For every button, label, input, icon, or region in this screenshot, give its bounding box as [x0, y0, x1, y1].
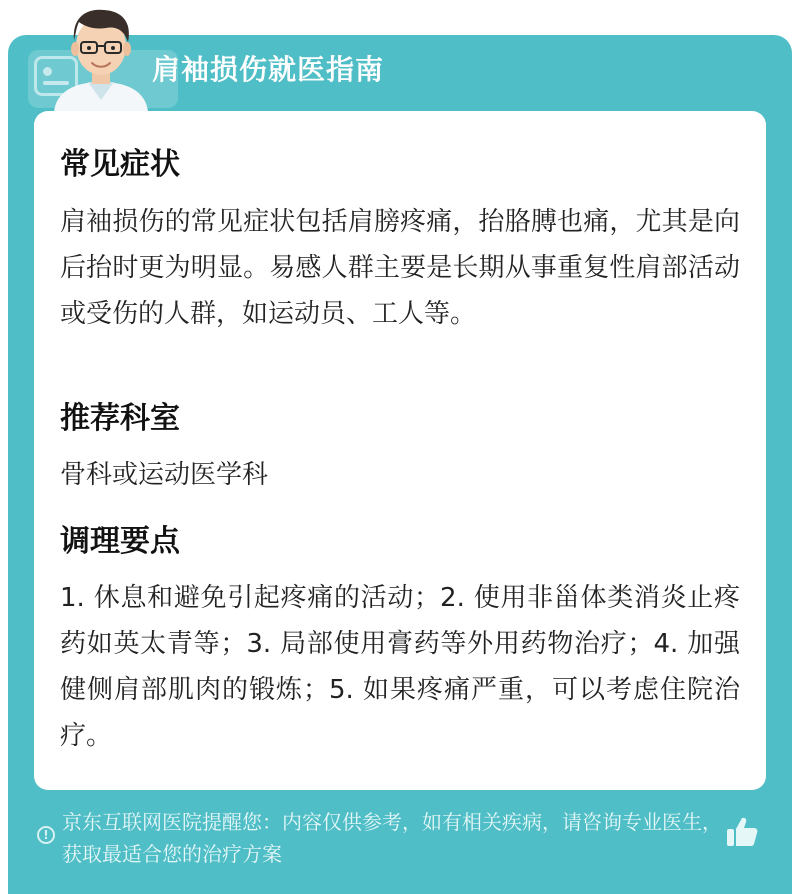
thumbs-up-icon[interactable] [724, 814, 760, 850]
doctor-avatar [46, 0, 156, 112]
section-title-symptoms: 常见症状 [60, 147, 180, 182]
page-title: 肩袖损伤就医指南 [152, 53, 385, 86]
section-body-symptoms: 肩袖损伤的常见症状包括肩膀疼痛，抬胳膊也痛，尤其是向后抬时更为明显。易感人群主要是长期从事重复性肩部活动或受伤的人群，如运动员、工人等。 [60, 207, 740, 329]
footer-notice: 京东互联网医院提醒您：内容仅供参考，如有相关疾病，请咨询专业医生，获取最适合您的治疗方案 [62, 810, 722, 866]
content-card [34, 111, 766, 790]
info-icon: ! [37, 826, 55, 844]
section-body-care: 1. 休息和避免引起疼痛的活动；2. 使用非甾体类消炎止疼药如英太青等；3. 局部使用膏药等外用药物治疗；4. 加强健侧肩部肌肉的锻炼；5. 如果疼痛严重，可以考虑住院治疗。 [60, 583, 740, 751]
section-title-department: 推荐科室 [60, 401, 180, 436]
section-body-department: 骨科或运动医学科 [60, 460, 269, 490]
section-title-care: 调理要点 [60, 524, 180, 559]
